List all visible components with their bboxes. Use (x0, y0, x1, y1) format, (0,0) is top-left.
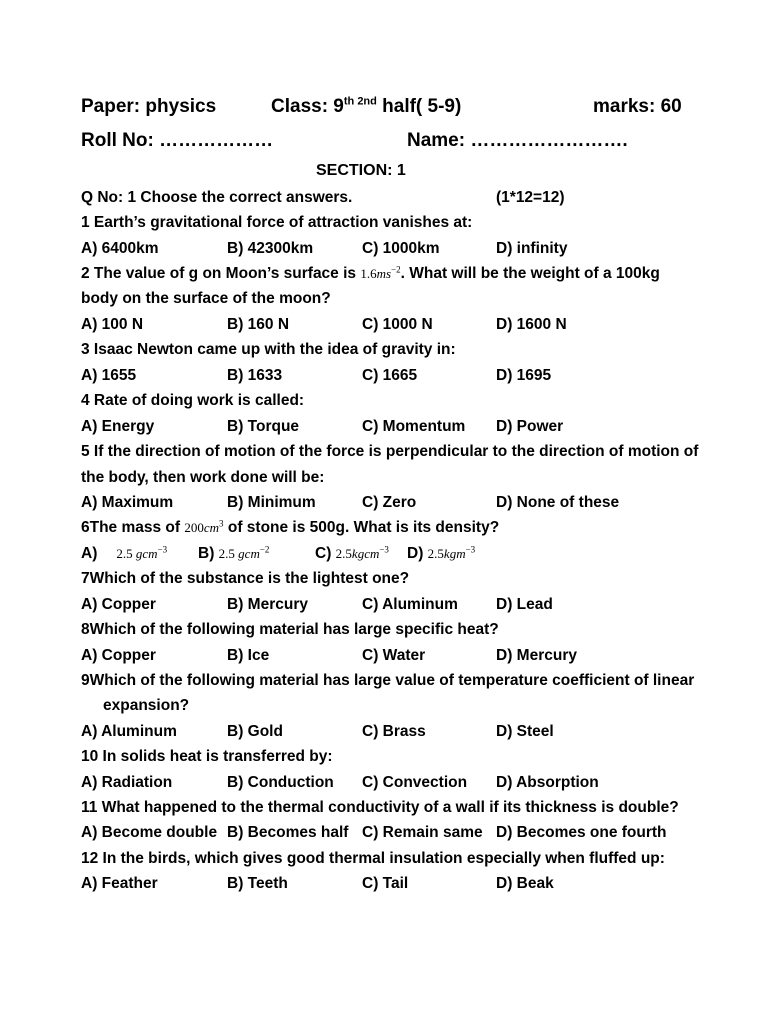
class-prefix: Class: 9 (271, 96, 344, 117)
q6-b-exp: −2 (259, 544, 270, 555)
q6-b-unit: gcm (238, 546, 260, 561)
question-11: 11 What happened to the thermal conductivity of a wall if its thickness is double? (81, 799, 679, 816)
q6-option-b (198, 545, 269, 563)
q11-option-b: B) Becomes half (227, 824, 349, 841)
q3-option-b: B) 1633 (227, 367, 283, 384)
q6-text-b: of stone is 500g. What is its density? (223, 519, 500, 536)
question-5: 5 If the direction of motion of the force is perpendicular to the direction of motion of (81, 443, 699, 460)
question-10: 10 In solids heat is transferred by: (81, 748, 333, 765)
instruction-text: Q No: 1 Choose the correct answers. (81, 189, 353, 206)
q7-option-d: D) Lead (496, 596, 553, 613)
q6-d-value: 2.5 (427, 546, 444, 561)
class-info (271, 96, 461, 118)
class-suffix: half( 5-9) (376, 96, 462, 117)
q4-option-d: D) Power (496, 418, 564, 435)
q6-math-unit: cm (203, 520, 220, 535)
q12-option-b: B) Teeth (227, 875, 288, 892)
instruction-marks: (1*12=12) (496, 189, 565, 206)
q6-d-math (428, 546, 476, 561)
q3-option-c: C) 1665 (362, 367, 418, 384)
total-marks: marks: 60 (593, 96, 682, 117)
q11-option-d: D) Becomes one fourth (496, 824, 667, 841)
q6-c-label: C) (315, 545, 332, 562)
q1-option-b: B) 42300km (227, 240, 314, 257)
q6-option-d (407, 545, 475, 563)
q7-option-c: C) Aluminum (362, 596, 458, 613)
q2-text-a: 2 The value of g on Moon’s surface is (81, 265, 361, 282)
question-12: 12 In the birds, which gives good thermal insulation especially when fluffed up: (81, 850, 665, 867)
q10-option-c: C) Convection (362, 774, 468, 791)
question-4: 4 Rate of doing work is called: (81, 392, 305, 409)
q6-math-value: 200 (184, 520, 204, 535)
q7-option-a: A) Copper (81, 596, 156, 613)
q6-a-math (116, 546, 167, 561)
q6-text-a: 6The mass of (81, 519, 185, 536)
q2-option-b: B) 160 N (227, 316, 290, 333)
section-title: SECTION: 1 (316, 162, 406, 179)
q5-option-c: C) Zero (362, 494, 417, 511)
q6-b-label: B) (198, 545, 215, 562)
q9-option-b: B) Gold (227, 723, 283, 740)
q3-option-a: A) 1655 (81, 367, 137, 384)
question-3: 3 Isaac Newton came up with the idea of gravity in: (81, 341, 456, 358)
q9-option-a: A) Aluminum (81, 723, 177, 740)
q9-option-c: C) Brass (362, 723, 426, 740)
q6-b-math (219, 546, 270, 561)
q2-math-unit: ms (376, 266, 392, 281)
q6-a-label: A) (81, 545, 98, 562)
q10-option-b: B) Conduction (227, 774, 334, 791)
q1-option-a: A) 6400km (81, 240, 159, 257)
q12-option-c: C) Tail (362, 875, 409, 892)
question-8: 8Which of the following material has large specific heat? (81, 621, 499, 638)
question-9: 9Which of the following material has large value of temperature coefficient of linear (81, 672, 695, 689)
q2-option-a: A) 100 N (81, 316, 144, 333)
q6-c-unit: kgcm (351, 546, 380, 561)
question-2-cont: body on the surface of the moon? (81, 290, 331, 307)
q5-option-d: D) None of these (496, 494, 620, 511)
q12-option-a: A) Feather (81, 875, 158, 892)
question-9-cont: expansion? (103, 697, 190, 714)
q2-option-d: D) 1600 N (496, 316, 567, 333)
q6-d-exp: −3 (465, 544, 476, 555)
q6-a-unit: gcm (135, 546, 158, 561)
question-7: 7Which of the substance is the lightest one? (81, 570, 410, 587)
q8-option-a: A) Copper (81, 647, 156, 664)
q6-option-c (315, 545, 389, 563)
q7-option-b: B) Mercury (227, 596, 308, 613)
q6-c-value: 2.5 (335, 546, 352, 561)
q8-option-d: D) Mercury (496, 647, 577, 664)
q5-option-b: B) Minimum (227, 494, 316, 511)
q6-a-value: 2.5 (116, 546, 133, 561)
question-6 (81, 519, 499, 537)
q8-option-b: B) Ice (227, 647, 270, 664)
q6-a-exp: −3 (157, 544, 168, 555)
q9-option-d: D) Steel (496, 723, 554, 740)
class-superscript: th 2nd (343, 95, 377, 108)
q6-math (184, 520, 223, 535)
q6-c-exp: −3 (379, 544, 389, 555)
roll-number-field: Roll No: ……………… (81, 130, 274, 151)
q6-d-unit: kgm (443, 546, 466, 561)
q6-option-a (81, 545, 167, 563)
q2-math-exp: −2 (391, 264, 401, 275)
q8-option-c: C) Water (362, 647, 426, 664)
q6-b-value: 2.5 (218, 546, 235, 561)
q11-option-c: C) Remain same (362, 824, 483, 841)
q2-text-b: . What will be the weight of a 100kg (400, 265, 660, 282)
q4-option-b: B) Torque (227, 418, 300, 435)
q2-option-c: C) 1000 N (362, 316, 433, 333)
question-2 (81, 265, 660, 283)
q3-option-d: D) 1695 (496, 367, 552, 384)
q4-option-c: C) Momentum (362, 418, 466, 435)
q6-c-math (336, 546, 389, 561)
q2-math-value: 1.6 (360, 266, 377, 281)
q10-option-a: A) Radiation (81, 774, 173, 791)
q1-option-c: C) 1000km (362, 240, 440, 257)
q5-option-a: A) Maximum (81, 494, 174, 511)
question-1: 1 Earth’s gravitational force of attraction vanishes at: (81, 214, 473, 231)
q12-option-d: D) Beak (496, 875, 554, 892)
q6-math-exp: 3 (219, 518, 224, 529)
q6-d-label: D) (407, 545, 424, 562)
q11-option-a: A) Become double (81, 824, 218, 841)
student-name-field: Name: ……………………. (407, 130, 628, 151)
question-5-cont: the body, then work done will be: (81, 469, 325, 486)
q10-option-d: D) Absorption (496, 774, 599, 791)
paper-subject: Paper: physics (81, 96, 217, 117)
q2-math (360, 266, 400, 281)
q1-option-d: D) infinity (496, 240, 568, 257)
q4-option-a: A) Energy (81, 418, 155, 435)
